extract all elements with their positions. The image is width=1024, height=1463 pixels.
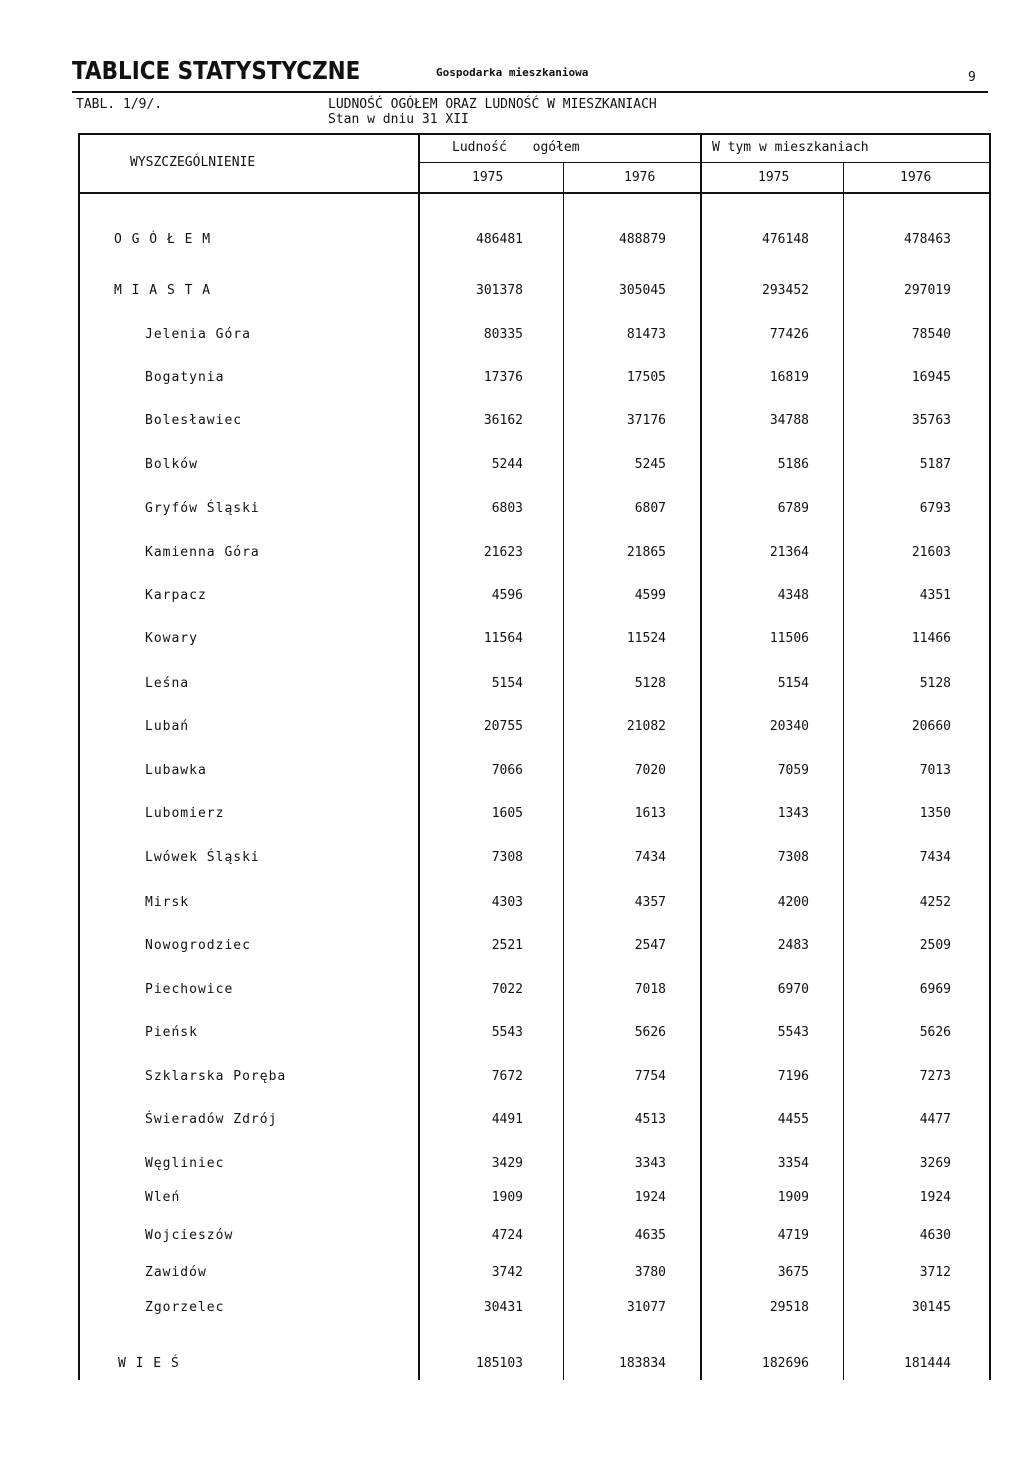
table-cell: 3742 xyxy=(491,1265,523,1280)
row-label: Lwówek Śląski xyxy=(145,850,260,865)
table-cell: 16819 xyxy=(769,370,809,385)
page-number: 9 xyxy=(968,70,976,85)
row-label: Wleń xyxy=(145,1190,181,1205)
table-cell: 20340 xyxy=(769,719,809,734)
table-cell: 21364 xyxy=(769,545,809,560)
row-label: M I A S T A xyxy=(114,283,212,298)
table-cell: 29518 xyxy=(769,1300,809,1315)
group-header-dwellings: W tym w mieszkaniach xyxy=(712,140,869,155)
table-cell: 21865 xyxy=(626,545,666,560)
row-label: O G Ó Ł E M xyxy=(114,232,212,247)
table-cell: 4599 xyxy=(634,588,666,603)
row-label: Bolków xyxy=(145,457,198,472)
table-cell: 20660 xyxy=(911,719,951,734)
row-label: Jelenia Góra xyxy=(145,327,251,342)
year-header-2: 1976 xyxy=(624,170,656,185)
table-cell: 305045 xyxy=(619,283,666,298)
table-cell: 181444 xyxy=(904,1356,951,1371)
table-cell: 4303 xyxy=(491,895,523,910)
table-cell: 182696 xyxy=(762,1356,809,1371)
table-cell: 5543 xyxy=(491,1025,523,1040)
table-cell: 1343 xyxy=(777,806,809,821)
table-subtitle: Stan w dniu 31 XII xyxy=(328,112,469,127)
table-cell: 4200 xyxy=(777,895,809,910)
table-cell: 1605 xyxy=(491,806,523,821)
row-label: Gryfów Śląski xyxy=(145,501,260,516)
table-cell: 4596 xyxy=(491,588,523,603)
table-cell: 5244 xyxy=(491,457,523,472)
table-cell: 1613 xyxy=(634,806,666,821)
table-cell: 3780 xyxy=(634,1265,666,1280)
table-cell: 7672 xyxy=(491,1069,523,1084)
table-cell: 7434 xyxy=(634,850,666,865)
table-cell: 2509 xyxy=(919,938,951,953)
table-cell: 4348 xyxy=(777,588,809,603)
table-cell: 4724 xyxy=(491,1228,523,1243)
table-cell: 1924 xyxy=(919,1190,951,1205)
row-label: Kamienna Góra xyxy=(145,545,260,560)
table-cell: 5626 xyxy=(634,1025,666,1040)
table-cell: 78540 xyxy=(911,327,951,342)
table-cell: 4513 xyxy=(634,1112,666,1127)
column-divider-1 xyxy=(563,162,564,1380)
row-label: Bolesławiec xyxy=(145,413,243,428)
row-label: Piechowice xyxy=(145,982,234,997)
table-cell: 6807 xyxy=(634,501,666,516)
table-cell: 11564 xyxy=(483,631,523,646)
table-cell: 185103 xyxy=(476,1356,523,1371)
table-cell: 301378 xyxy=(476,283,523,298)
table-cell: 5187 xyxy=(919,457,951,472)
table-cell: 34788 xyxy=(769,413,809,428)
table-right-border xyxy=(989,133,991,1380)
table-cell: 2483 xyxy=(777,938,809,953)
table-cell: 1909 xyxy=(777,1190,809,1205)
table-cell: 6803 xyxy=(491,501,523,516)
table-cell: 1924 xyxy=(634,1190,666,1205)
table-cell: 4477 xyxy=(919,1112,951,1127)
row-label: Lubawka xyxy=(145,763,207,778)
table-cell: 21082 xyxy=(626,719,666,734)
table-cell: 2521 xyxy=(491,938,523,953)
table-cell: 4719 xyxy=(777,1228,809,1243)
table-cell: 297019 xyxy=(904,283,951,298)
row-label: Nowogrodziec xyxy=(145,938,251,953)
group-header-total: Ludność ogółem xyxy=(452,140,580,155)
row-label: Węgliniec xyxy=(145,1156,225,1171)
table-cell: 488879 xyxy=(619,232,666,247)
table-cell: 31077 xyxy=(626,1300,666,1315)
table-cell: 80335 xyxy=(483,327,523,342)
row-label: Lubomierz xyxy=(145,806,225,821)
row-label: Wojcieszów xyxy=(145,1228,234,1243)
series-title: TABLICE STATYSTYCZNE xyxy=(72,56,361,85)
column-divider-group xyxy=(700,133,702,1380)
table-cell: 5128 xyxy=(634,676,666,691)
row-label: Zgorzelec xyxy=(145,1300,225,1315)
row-label: Zawidów xyxy=(145,1265,207,1280)
table-cell: 4252 xyxy=(919,895,951,910)
section-title: Gospodarka mieszkaniowa xyxy=(436,66,589,79)
row-label: Bogatynia xyxy=(145,370,225,385)
table-cell: 7308 xyxy=(777,850,809,865)
table-cell: 7059 xyxy=(777,763,809,778)
table-cell: 7434 xyxy=(919,850,951,865)
table-cell: 16945 xyxy=(911,370,951,385)
table-cell: 5543 xyxy=(777,1025,809,1040)
table-cell: 30145 xyxy=(911,1300,951,1315)
table-cell: 7196 xyxy=(777,1069,809,1084)
row-label: Szklarska Poręba xyxy=(145,1069,287,1084)
table-cell: 5186 xyxy=(777,457,809,472)
table-cell: 35763 xyxy=(911,413,951,428)
table-cell: 478463 xyxy=(904,232,951,247)
table-cell: 7273 xyxy=(919,1069,951,1084)
table-cell: 486481 xyxy=(476,232,523,247)
table-cell: 3429 xyxy=(491,1156,523,1171)
table-cell: 1909 xyxy=(491,1190,523,1205)
table-cell: 4630 xyxy=(919,1228,951,1243)
row-label: Mirsk xyxy=(145,895,190,910)
table-left-border xyxy=(78,133,80,1380)
table-cell: 37176 xyxy=(626,413,666,428)
table-cell: 11466 xyxy=(911,631,951,646)
table-cell: 20755 xyxy=(483,719,523,734)
table-cell: 3712 xyxy=(919,1265,951,1280)
row-label: Kowary xyxy=(145,631,198,646)
table-top-border xyxy=(78,133,990,135)
table-cell: 4455 xyxy=(777,1112,809,1127)
row-label: Leśna xyxy=(145,676,190,691)
table-cell: 5626 xyxy=(919,1025,951,1040)
table-cell: 3354 xyxy=(777,1156,809,1171)
table-number: TABL. 1/9/. xyxy=(76,97,163,112)
table-cell: 4351 xyxy=(919,588,951,603)
table-cell: 7308 xyxy=(491,850,523,865)
table-cell: 476148 xyxy=(762,232,809,247)
row-label: W I E Ś xyxy=(118,1356,180,1371)
header-rule xyxy=(72,91,988,93)
table-cell: 3269 xyxy=(919,1156,951,1171)
row-label: Lubań xyxy=(145,719,190,734)
table-cell: 4635 xyxy=(634,1228,666,1243)
table-cell: 2547 xyxy=(634,938,666,953)
table-cell: 11506 xyxy=(769,631,809,646)
table-cell: 7020 xyxy=(634,763,666,778)
table-cell: 36162 xyxy=(483,413,523,428)
table-cell: 6789 xyxy=(777,501,809,516)
header-group-divider xyxy=(418,162,990,163)
table-cell: 17505 xyxy=(626,370,666,385)
table-cell: 7022 xyxy=(491,982,523,997)
table-cell: 21623 xyxy=(483,545,523,560)
column-divider-stub xyxy=(418,133,420,1380)
header-bottom-border xyxy=(78,192,990,194)
table-cell: 5154 xyxy=(491,676,523,691)
table-cell: 4491 xyxy=(491,1112,523,1127)
table-cell: 6969 xyxy=(919,982,951,997)
table-cell: 7013 xyxy=(919,763,951,778)
row-label: Świeradów Zdrój xyxy=(145,1112,278,1127)
table-cell: 293452 xyxy=(762,283,809,298)
table-cell: 4357 xyxy=(634,895,666,910)
table-cell: 7754 xyxy=(634,1069,666,1084)
table-cell: 21603 xyxy=(911,545,951,560)
table-cell: 81473 xyxy=(626,327,666,342)
table-cell: 7066 xyxy=(491,763,523,778)
table-cell: 7018 xyxy=(634,982,666,997)
table-cell: 5154 xyxy=(777,676,809,691)
table-cell: 1350 xyxy=(919,806,951,821)
table-cell: 17376 xyxy=(483,370,523,385)
table-cell: 183834 xyxy=(619,1356,666,1371)
year-header-4: 1976 xyxy=(900,170,932,185)
table-cell: 77426 xyxy=(769,327,809,342)
table-cell: 5128 xyxy=(919,676,951,691)
year-header-3: 1975 xyxy=(758,170,790,185)
table-cell: 3343 xyxy=(634,1156,666,1171)
table-cell: 6970 xyxy=(777,982,809,997)
table-cell: 11524 xyxy=(626,631,666,646)
row-label: Karpacz xyxy=(145,588,207,603)
table-cell: 30431 xyxy=(483,1300,523,1315)
stub-header: WYSZCZEGÓLNIENIE xyxy=(130,155,256,170)
year-header-1: 1975 xyxy=(472,170,504,185)
table-cell: 5245 xyxy=(634,457,666,472)
column-divider-3 xyxy=(843,162,844,1380)
table-cell: 3675 xyxy=(777,1265,809,1280)
row-label: Pieńsk xyxy=(145,1025,198,1040)
table-cell: 6793 xyxy=(919,501,951,516)
table-title: LUDNOŚĆ OGÓŁEM ORAZ LUDNOŚĆ W MIESZKANIACH xyxy=(328,97,657,112)
